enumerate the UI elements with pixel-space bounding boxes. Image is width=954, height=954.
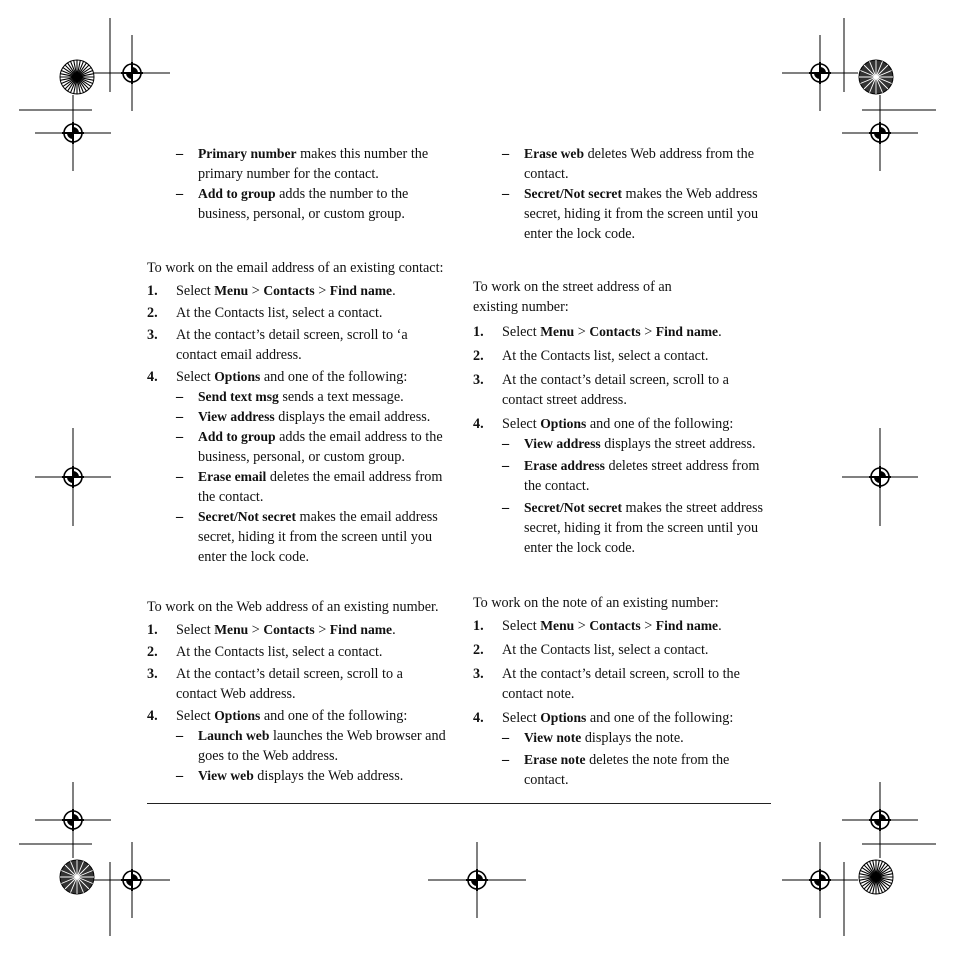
menu-label: Menu <box>214 622 249 637</box>
separator: > <box>314 283 330 299</box>
step-number: 4. <box>147 369 158 385</box>
step-text: Select <box>502 618 541 634</box>
step-text: and one of the following: <box>260 369 408 385</box>
option-desc: sends a text message. <box>278 389 404 405</box>
option-term: View web <box>198 768 254 783</box>
option-term: Send text msg <box>198 389 279 404</box>
dash-bullet: – <box>502 186 510 202</box>
registration-mark-icon <box>94 35 170 111</box>
step-text: . <box>392 283 396 299</box>
option-desc: deletes street address from the contact. <box>524 458 760 494</box>
option-term: Erase address <box>524 458 605 473</box>
find-name-label: Find name <box>655 618 719 633</box>
find-name-label: Find name <box>329 622 393 637</box>
option-desc: displays the street address. <box>600 436 756 452</box>
registration-mark-icon <box>842 782 918 858</box>
separator: > <box>248 622 264 638</box>
option-desc: launches the Web browser and goes to the Web address. <box>198 728 446 764</box>
dash-bullet: – <box>502 436 510 452</box>
step-number: 3. <box>147 666 158 682</box>
options-label: Options <box>540 416 587 431</box>
contacts-label: Contacts <box>263 283 315 298</box>
step-text: and one of the following: <box>586 710 734 726</box>
dash-bullet: – <box>502 730 510 746</box>
registration-mark-icon <box>35 95 111 171</box>
step-text: and one of the following: <box>260 708 408 724</box>
dash-bullet: – <box>502 752 510 768</box>
step-text: Select <box>176 708 215 724</box>
contacts-label: Contacts <box>589 618 641 633</box>
option-term: Erase note <box>524 752 586 767</box>
step-number: 1. <box>147 622 158 638</box>
option-term: Secret/Not secret <box>524 186 622 201</box>
step-number: 1. <box>473 324 484 340</box>
section-intro: To work on the note of an existing number: <box>473 595 719 611</box>
find-name-label: Find name <box>329 283 393 298</box>
options-label: Options <box>540 710 587 725</box>
step-number: 2. <box>147 305 158 321</box>
step-text: Select <box>176 283 215 299</box>
separator: > <box>574 324 590 340</box>
step-text: At the Contacts list, select a contact. <box>502 642 709 658</box>
step-number: 4. <box>147 708 158 724</box>
step-text: At the Contacts list, select a contact. <box>502 348 709 364</box>
separator: > <box>248 283 264 299</box>
step-number: 4. <box>473 710 484 726</box>
step-text: Select <box>502 710 541 726</box>
color-target-icon <box>859 60 893 94</box>
option-term: View address <box>198 409 275 424</box>
dash-bullet: – <box>176 429 184 445</box>
option-term: Add to group <box>198 429 276 444</box>
dash-bullet: – <box>176 768 184 784</box>
step-number: 3. <box>147 327 158 343</box>
dash-bullet: – <box>176 389 184 405</box>
step-number: 2. <box>147 644 158 660</box>
step-text: . <box>718 618 722 634</box>
dash-bullet: – <box>176 409 184 425</box>
option-desc: makes the Web address secret, hiding it from the screen until you enter the lock code. <box>524 186 759 242</box>
step-number: 2. <box>473 642 484 658</box>
section-intro: To work on the Web address of an existing number. <box>147 599 439 615</box>
color-target-icon <box>60 60 94 94</box>
step-text: Select <box>502 416 541 432</box>
option-term: Erase email <box>198 469 267 484</box>
step-number: 3. <box>473 372 484 388</box>
registration-mark-icon <box>782 842 858 918</box>
option-term: Erase web <box>524 146 585 161</box>
step-text: and one of the following: <box>586 416 734 432</box>
dash-bullet: – <box>176 469 184 485</box>
step-number: 1. <box>473 618 484 634</box>
dash-bullet: – <box>502 500 510 516</box>
option-desc: deletes the note from the contact. <box>524 752 730 788</box>
step-text: At the Contacts list, select a contact. <box>176 644 383 660</box>
option-term: Add to group <box>198 186 276 201</box>
step-text: At the Contacts list, select a contact. <box>176 305 383 321</box>
option-term: Launch web <box>198 728 270 743</box>
separator: > <box>574 618 590 634</box>
registration-mark-icon <box>842 95 918 171</box>
color-target-icon <box>60 860 94 894</box>
option-desc: makes the street address secret, hiding it from the screen until you enter the lock code. <box>524 500 764 556</box>
registration-mark-icon <box>94 842 170 918</box>
dash-bullet: – <box>176 509 184 525</box>
step-number: 2. <box>473 348 484 364</box>
step-number: 4. <box>473 416 484 432</box>
step-text: At the contact’s detail screen, scroll to a contact Web address. <box>176 666 403 702</box>
dash-bullet: – <box>502 458 510 474</box>
option-term: Secret/Not secret <box>198 509 296 524</box>
step-number: 3. <box>473 666 484 682</box>
step-number: 1. <box>147 283 158 299</box>
find-name-label: Find name <box>655 324 719 339</box>
step-text: . <box>392 622 396 638</box>
contacts-label: Contacts <box>263 622 315 637</box>
option-desc: makes this number the primary number for the contact. <box>198 146 429 182</box>
menu-label: Menu <box>540 618 575 633</box>
crop-lines <box>19 18 936 936</box>
step-text: Select <box>502 324 541 340</box>
registration-mark-icon <box>782 35 858 111</box>
dash-bullet: – <box>502 146 510 162</box>
step-text: At the contact’s detail screen, scroll to the contact note. <box>502 666 740 702</box>
option-desc: deletes the email address from the contact. <box>198 469 443 505</box>
option-desc: displays the email address. <box>274 409 431 425</box>
section-intro: To work on the street address of an existing number: <box>473 279 672 315</box>
step-text: At the contact’s detail screen, scroll to ‘a contact email address. <box>176 327 408 363</box>
step-text: Select <box>176 369 215 385</box>
option-desc: adds the number to the business, personal, or custom group. <box>198 186 409 222</box>
option-desc: makes the email address secret, hiding it from the screen until you enter the lock code. <box>198 509 438 565</box>
option-term: View address <box>524 436 601 451</box>
dash-bullet: – <box>176 146 184 162</box>
contacts-label: Contacts <box>589 324 641 339</box>
separator: > <box>314 622 330 638</box>
registration-mark-icon <box>35 782 111 858</box>
step-text: At the contact’s detail screen, scroll to a contact street address. <box>502 372 729 408</box>
option-term: Secret/Not secret <box>524 500 622 515</box>
section-intro: To work on the email address of an existing contact: <box>147 260 444 276</box>
option-term: Primary number <box>198 146 297 161</box>
menu-label: Menu <box>214 283 249 298</box>
menu-label: Menu <box>540 324 575 339</box>
options-label: Options <box>214 708 261 723</box>
option-desc: displays the Web address. <box>253 768 404 784</box>
color-target-icon <box>859 860 893 894</box>
option-desc: deletes Web address from the contact. <box>524 146 755 182</box>
options-label: Options <box>214 369 261 384</box>
option-desc: displays the note. <box>581 730 684 746</box>
option-desc: adds the email address to the business, personal, or custom group. <box>198 429 443 465</box>
option-term: View note <box>524 730 582 745</box>
step-text: . <box>718 324 722 340</box>
dash-bullet: – <box>176 728 184 744</box>
separator: > <box>640 618 656 634</box>
step-text: Select <box>176 622 215 638</box>
dash-bullet: – <box>176 186 184 202</box>
separator: > <box>640 324 656 340</box>
